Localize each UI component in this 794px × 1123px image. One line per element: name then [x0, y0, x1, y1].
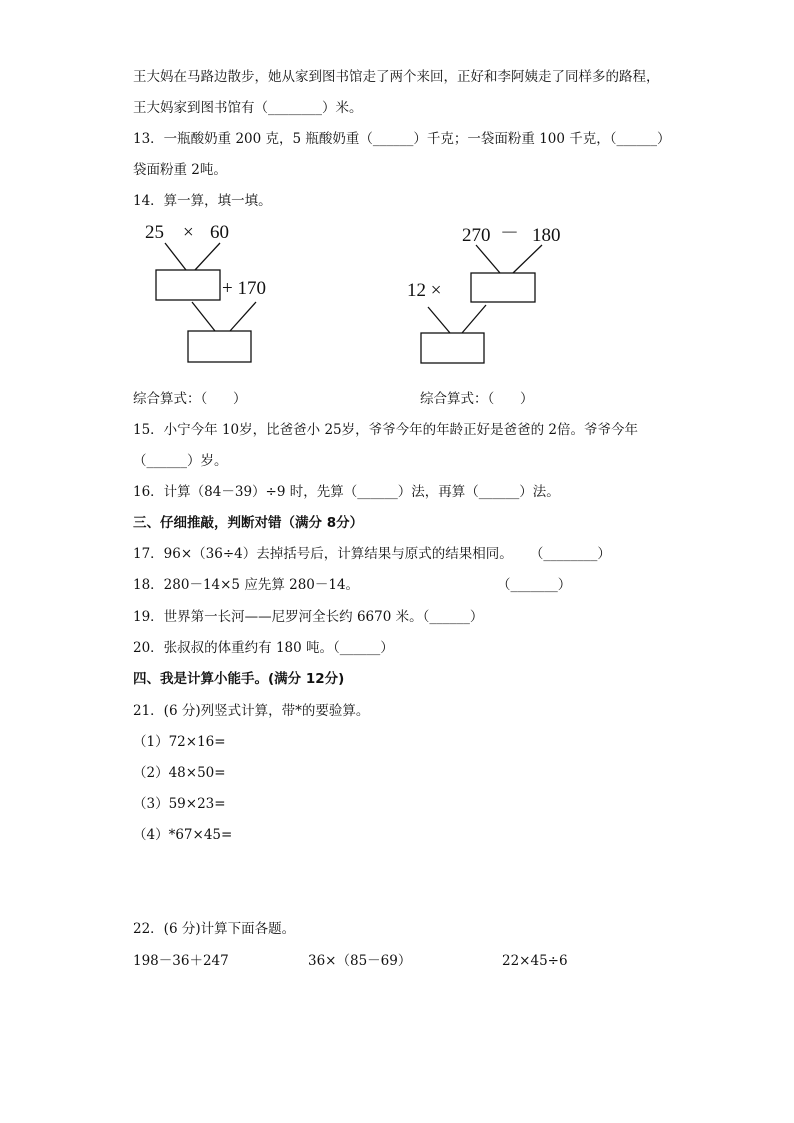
question-16: 16．计算（84－39）÷9 时，先算（______）法，再算（______）法。 [133, 484, 560, 500]
diagram-left-op: × [183, 222, 194, 243]
answer-box[interactable] [421, 333, 484, 363]
diagram-left [140, 215, 300, 370]
question-22-a: 198－36＋247 [133, 953, 229, 969]
diagram-right-num-b: 180 [532, 225, 561, 246]
question-22-c: 22×45÷6 [502, 953, 568, 969]
problem-text: 王大妈在马路边散步，她从家到图书馆走了两个来回，正好和李阿姨走了同样多的路程， [133, 69, 660, 85]
answer-box[interactable] [188, 331, 251, 362]
diagram-right-num-a: 270 [462, 225, 491, 246]
question-17: 17．96×（36÷4）去掉括号后，计算结果与原式的结果相同。 （________） [133, 546, 611, 562]
question-19: 19．世界第一长河——尼罗河全长约 6670 米。（______） [133, 609, 484, 625]
diagram-left-num-a: 25 [145, 222, 164, 243]
question-21: 21．(6 分)列竖式计算，带*的要验算。 [133, 703, 370, 719]
question-21-3: （3）59×23= [133, 796, 226, 812]
section-4-heading: 四、我是计算小能手。(满分 12分) [133, 671, 345, 687]
question-22: 22．(6 分)计算下面各题。 [133, 921, 296, 937]
question-21-4: （4）*67×45= [133, 827, 233, 843]
section-3-heading: 三、仔细推敲，判断对错（满分 8分） [133, 515, 364, 531]
question-15-cont: （______）岁。 [133, 453, 228, 469]
diagram-right-op: － [500, 223, 520, 244]
question-15: 15．小宁今年 10岁，比爸爸小 25岁，爷爷今年的年龄正好是爸爸的 2倍。爷爷今年 [133, 422, 638, 438]
question-14: 14．算一算，填一填。 [133, 193, 272, 209]
diagram-left-num-b: 60 [210, 222, 229, 243]
answer-box[interactable] [471, 273, 535, 302]
diagram-right-mult: 12 × [407, 280, 442, 301]
question-21-2: （2）48×50= [133, 765, 226, 781]
question-13: 13．一瓶酸奶重 200 克，5 瓶酸奶重（______）千克；一袋面粉重 100 千克，（______） [133, 131, 671, 147]
question-20: 20．张叔叔的体重约有 180 吨。（______） [133, 640, 394, 656]
question-22-b: 36×（85－69） [308, 953, 412, 969]
question-13-cont: 袋面粉重 2吨。 [133, 162, 227, 178]
question-18-answer: （_______） [497, 577, 572, 593]
diagram-right [400, 215, 575, 370]
answer-box[interactable] [156, 270, 220, 300]
formula-left: 综合算式：（ ） [133, 391, 247, 407]
question-21-1: （1）72×16= [133, 734, 226, 750]
question-18: 18．280－14×5 应先算 280－14。 [133, 577, 360, 593]
formula-right: 综合算式：（ ） [420, 391, 534, 407]
problem-text: 王大妈家到图书馆有（________）米。 [133, 100, 363, 116]
diagram-left-add: + 170 [222, 278, 266, 299]
